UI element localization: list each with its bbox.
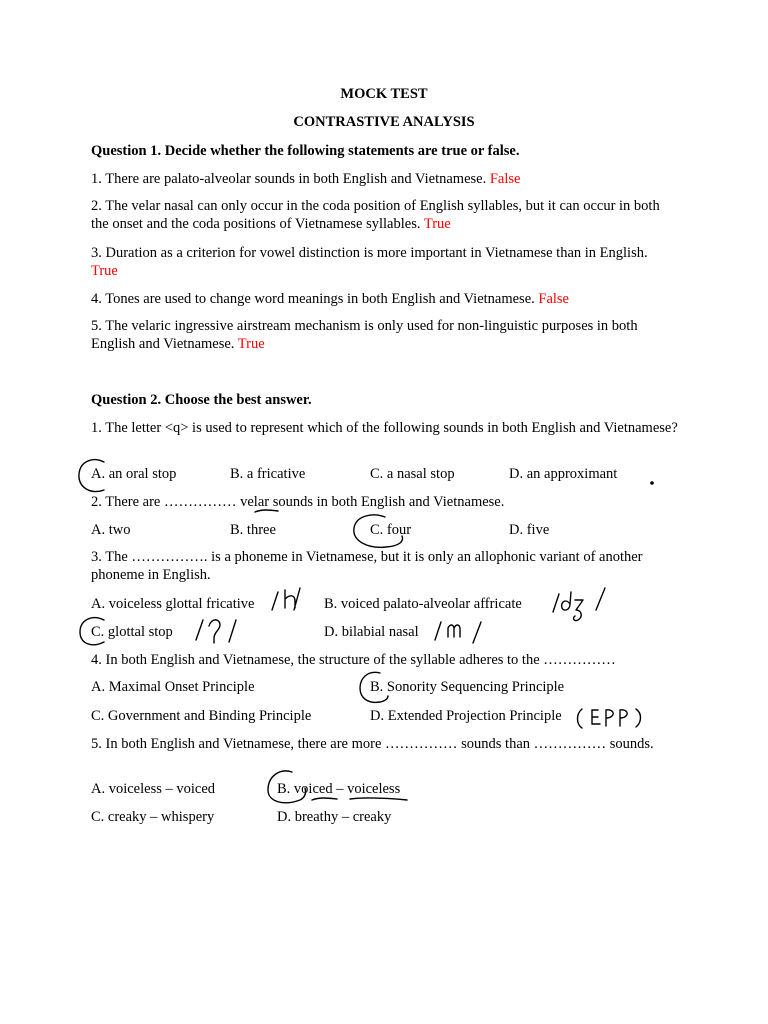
q2-item-3-option-b[interactable]: B. voiced palato-alveolar affricate [324,596,522,612]
statement-answer: True [423,216,451,232]
q2-item-5-option-b[interactable]: B. voiced – voiceless [277,781,401,797]
statement-text: 1. There are palato-alveolar sounds in both English and Vietnamese. [91,171,490,187]
q2-item-2-option-c[interactable]: C. four [370,522,412,538]
q2-item-4-option-b[interactable]: B. Sonority Sequencing Principle [370,679,565,695]
question-1-heading: Question 1. Decide whether the following statements are true or false. [91,143,520,159]
q2-item-4-option-d[interactable]: D. Extended Projection Principle [370,708,562,724]
q2-item-5-option-d[interactable]: D. breathy – creaky [277,809,392,825]
statement-answer: False [538,291,569,307]
q2-item-1-option-c[interactable]: C. a nasal stop [370,466,455,482]
q2-item-2-option-a[interactable]: A. two [91,522,131,538]
stray-dot-mark [650,481,654,485]
epp-note-mark [578,709,641,728]
statement-answer: True [91,263,118,279]
underline-mark [350,798,407,800]
question-2-heading: Question 2. Choose the best answer. [91,392,312,408]
q2-item-1-option-a[interactable]: A. an oral stop [91,466,177,482]
q2-item-2-option-b[interactable]: B. three [230,522,276,538]
statement-answer: True [237,336,265,352]
statement-text: 3. Duration as a criterion for vowel distinction is more important in Vietnamese than in English. [91,245,659,261]
q2-item-4-option-c[interactable]: C. Government and Binding Principle [91,708,312,724]
q2-item-5-stem: 5. In both English and Vietnamese, there are more …………… sounds than …………… sounds. [91,736,654,752]
q2-item-2-stem: 2. There are …………… velar sounds in both English and Vietnamese. [91,494,505,510]
statement-text: 2. The velar nasal can only occur in the coda position of English syllables, but it can occur in both the onset and the coda positions of Vietnamese syllables. [91,198,660,232]
phonetic-symbol-m-mark [435,622,481,643]
q2-item-5-option-c[interactable]: C. creaky – whispery [91,809,215,825]
q1-statement-1 [91,170,520,188]
underline-mark [312,798,337,800]
q2-item-4-option-a[interactable]: A. Maximal Onset Principle [91,679,255,695]
q2-item-1-option-d[interactable]: D. an approximant [509,466,618,482]
q2-item-3-option-c[interactable]: C. glottal stop [91,624,173,640]
phonetic-symbol-glottal-mark [196,620,236,643]
q2-item-4-stem: 4. In both English and Vietnamese, the structure of the syllable adheres to the …………… [91,652,616,668]
q2-item-2-option-d[interactable]: D. five [509,522,550,538]
q2-item-1-option-b[interactable]: B. a fricative [230,466,306,482]
q1-statement-2 [91,197,681,233]
phonetic-symbol-h-mark [272,588,300,610]
phonetic-symbol-dzh-mark [553,588,605,621]
q2-item-5-option-a[interactable]: A. voiceless – voiced [91,781,216,797]
q1-statement-4 [91,290,569,308]
statement-answer: False [489,171,521,187]
q2-item-3-option-a[interactable]: A. voiceless glottal fricative [91,596,255,612]
document-subtitle: CONTRASTIVE ANALYSIS [293,114,475,130]
document-title: MOCK TEST [340,86,428,102]
q1-statement-5 [91,317,681,353]
q1-statement-3 [91,244,681,280]
q2-item-3-option-d[interactable]: D. bilabial nasal [324,624,419,640]
q2-item-3-stem: 3. The ……………. is a phoneme in Vietnamese, but it is only an allophonic variant of another phoneme in English. [91,549,643,583]
statement-text: 4. Tones are used to change word meanings in both English and Vietnamese. [91,291,539,307]
q2-item-1-stem: 1. The letter <q> is used to represent which of the following sounds in both English and Vietnamese? [91,420,678,436]
statement-text: 5. The velaric ingressive airstream mechanism is only used for non-linguistic purposes in both English and Vietnamese. [91,318,638,352]
